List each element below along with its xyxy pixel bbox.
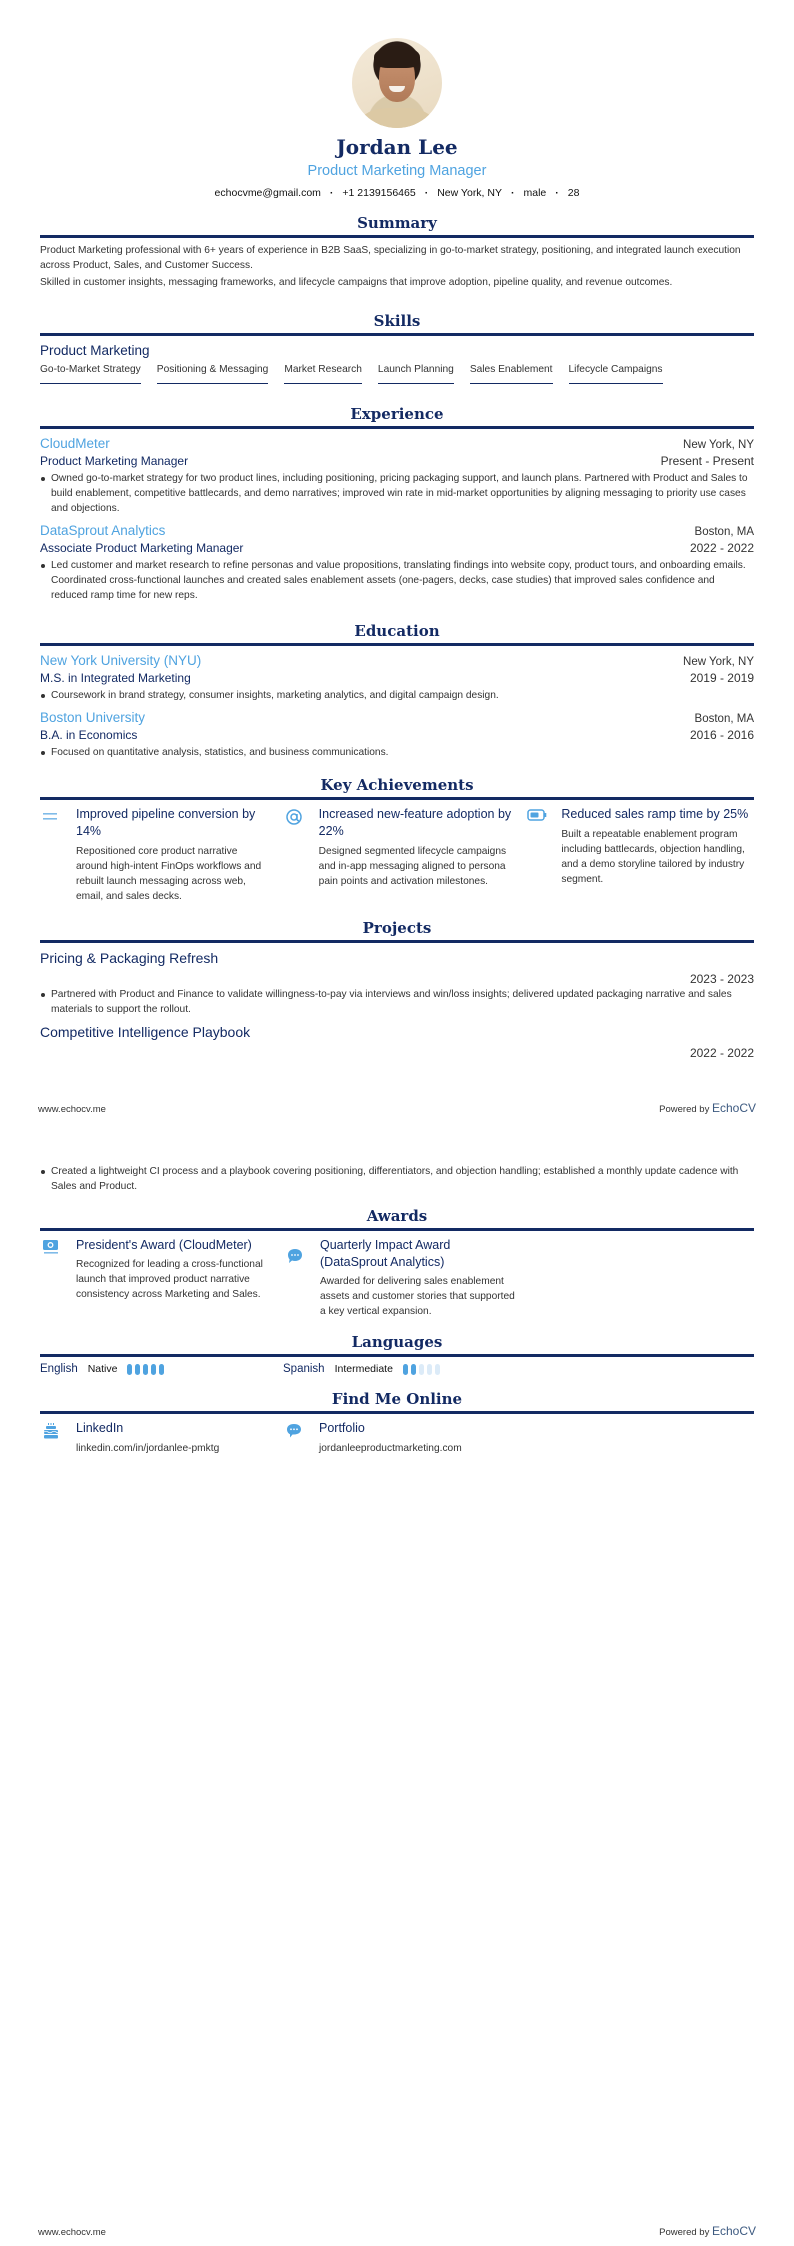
bullet-item: Led customer and market research to refine personas and value propositions, translating findings into website copy, product tours, and onboarding emails. Coordinated cross-functional launches and created sales enablement assets (one-pagers, decks, case studies) that improved sales confidence and reduced ramp time for new reps. [40, 558, 754, 603]
award-description: Recognized for leading a cross-functional launch that improved product narrative consistency across Marketing and Sales. [76, 1259, 263, 1300]
section-title-projects: Projects [40, 918, 754, 943]
entry-header [40, 652, 754, 670]
language-item [283, 1363, 526, 1375]
language-name: Spanish [283, 1363, 325, 1375]
footer-brand[interactable]: EchoCV [711, 1101, 756, 1115]
experience-section [40, 404, 754, 603]
rating-dot-filled [159, 1364, 164, 1375]
achievement-description: Repositioned core product narrative around high-intent FinOps workflows and rebuilt launch messaging across web, email, and sales decks. [76, 846, 262, 902]
separator-dot: · [329, 187, 334, 199]
job-dates: Present - Present [660, 454, 754, 468]
school-name: New York University (NYU) [40, 653, 202, 668]
award-title: President's Award (CloudMeter) [76, 1238, 252, 1252]
bullet-list [40, 745, 754, 760]
skill-item: Market Research [284, 363, 362, 384]
contact-line [0, 186, 794, 200]
achievements-grid [40, 806, 754, 904]
education-dates: 2019 - 2019 [689, 671, 754, 685]
achievement-item [40, 806, 269, 904]
language-item [40, 1363, 283, 1375]
avatar [352, 38, 442, 128]
award-item [284, 1237, 516, 1319]
cake-icon [40, 1420, 76, 1456]
candidate-name: Jordan Lee [336, 135, 458, 159]
skill-item: Launch Planning [378, 363, 454, 384]
projects-section [40, 918, 754, 1060]
project-title: Pricing & Packaging Refresh [40, 950, 219, 966]
rating-dot-filled [403, 1364, 408, 1375]
contact-phone[interactable]: +1 2139156465 [342, 187, 416, 199]
online-links [40, 1420, 754, 1456]
company-location: New York, NY [683, 439, 754, 451]
award-description: Awarded for delivering sales enablement assets and customer stories that supported a key vertical expansion. [320, 1276, 515, 1317]
achievement-title: Improved pipeline conversion by 14% [76, 807, 256, 838]
separator-dot: · [424, 187, 429, 199]
bullet-item: Partnered with Product and Finance to validate willingness-to-pay via interviews and win/loss insights; delivered updated packaging narrative and sales materials to support the rollout. [40, 987, 754, 1017]
education-entry [40, 652, 754, 703]
section-title-achievements: Key Achievements [40, 775, 754, 800]
languages-list [40, 1363, 754, 1375]
achievement-description: Built a repeatable enablement program including battlecards, objection handling, and a demo storyline tailored by industry segment. [561, 829, 745, 885]
rating-dot-filled [411, 1364, 416, 1375]
job-dates: 2022 - 2022 [689, 541, 754, 555]
summary-section [40, 213, 754, 290]
rating-dot-filled [151, 1364, 156, 1375]
education-section [40, 621, 754, 760]
project-entry [40, 949, 754, 1017]
company-location: Boston, MA [694, 526, 754, 538]
bullet-item: Coursework in brand strategy, consumer insights, marketing analytics, and digital campaign design. [40, 688, 754, 703]
degree: B.A. in Economics [40, 728, 138, 742]
entry-header [40, 435, 754, 453]
footer-brand[interactable]: EchoCV [711, 2224, 756, 2238]
avatar-shirt [362, 108, 432, 128]
section-title-education: Education [40, 621, 754, 646]
achievement-item [283, 806, 512, 904]
rating-dot-empty [435, 1364, 440, 1375]
achievement-title: Increased new-feature adoption by 22% [318, 807, 512, 838]
bullet-item: Owned go-to-market strategy for two product lines, including positioning, pricing packaging support, and launch plans. Partnered with Product and Sales to build enablement, competitive battlecards, and demo narratives; improved win rate in mid-market opportunities by aligning messaging to priority use cases and objections. [40, 471, 754, 516]
page-footer [38, 2224, 756, 2238]
bullet-list [40, 471, 754, 516]
school-name: Boston University [40, 710, 146, 725]
language-level: Native [87, 1363, 118, 1375]
rating-dot-filled [135, 1364, 140, 1375]
footer-powered-by [659, 2224, 756, 2238]
contact-email[interactable]: echocvme@gmail.com [214, 187, 321, 199]
online-item-portfolio[interactable] [283, 1420, 526, 1456]
skills-list [40, 363, 754, 384]
achievement-item [525, 806, 754, 904]
section-title-summary: Summary [40, 213, 754, 238]
online-label: LinkedIn [76, 1421, 124, 1435]
avatar-hair [374, 46, 420, 68]
degree: M.S. in Integrated Marketing [40, 671, 191, 685]
separator-dot: · [555, 187, 559, 199]
skill-item: Positioning & Messaging [157, 363, 269, 384]
at-sign-icon [283, 806, 319, 904]
section-title-online: Find Me Online [40, 1389, 754, 1414]
language-name: English [40, 1363, 78, 1375]
company-name: DataSprout Analytics [40, 523, 166, 538]
summary-paragraph: Skilled in customer insights, messaging frameworks, and lifecycle campaigns that improve adoption, pipeline quality, and revenue outcomes. [40, 277, 673, 288]
entry-subheader [40, 670, 754, 687]
awards-section [40, 1206, 754, 1319]
entry-header [40, 522, 754, 540]
skill-item: Go-to-Market Strategy [40, 363, 141, 384]
summary-paragraph: Product Marketing professional with 6+ years of experience in B2B SaaS, specializing in go-to-market strategy, positioning, and integrated launch execution across Product, Sales, and Customer Success. [40, 245, 741, 271]
resume-header [0, 0, 794, 200]
contact-gender: male [523, 187, 547, 199]
candidate-title: Product Marketing Manager [307, 163, 487, 179]
chat-bubble-icon [283, 1420, 319, 1456]
school-location: New York, NY [683, 656, 754, 668]
bullet-list [40, 1164, 754, 1194]
project-dates: 2022 - 2022 [689, 1046, 754, 1060]
rating-dot-filled [143, 1364, 148, 1375]
footer-site-link[interactable]: www.echocv.me [38, 1104, 106, 1115]
project-entry [40, 1023, 754, 1060]
page-footer [38, 1101, 756, 1115]
skill-item: Lifecycle Campaigns [569, 363, 663, 384]
online-section [40, 1389, 754, 1456]
language-rating [127, 1364, 164, 1375]
skill-item: Sales Enablement [470, 363, 553, 384]
entry-subheader [40, 540, 754, 557]
contact-age: 28 [567, 187, 580, 199]
language-level: Intermediate [334, 1363, 393, 1375]
rating-dot-empty [419, 1364, 424, 1375]
entry-subheader [40, 727, 754, 744]
education-entry [40, 709, 754, 760]
entry-subheader [40, 453, 754, 470]
skill-category: Product Marketing [40, 343, 150, 358]
project-dates-row [40, 972, 754, 986]
money-icon [40, 1237, 76, 1319]
online-url[interactable]: jordanleeproductmarketing.com [319, 1443, 462, 1454]
achievement-description: Designed segmented lifecycle campaigns and in-app messaging aligned to persona pain points and activation milestones. [318, 846, 507, 887]
project-dates-row [40, 1046, 754, 1060]
rating-dot-empty [427, 1364, 432, 1375]
battery-icon [525, 806, 561, 904]
bullet-list [40, 558, 754, 603]
bullet-list [40, 688, 754, 703]
award-item [40, 1237, 272, 1319]
bullet-list [40, 987, 754, 1017]
separator-dot: · [510, 187, 515, 199]
contact-location: New York, NY [437, 187, 502, 199]
resume-page-2 [0, 1123, 794, 2246]
school-location: Boston, MA [694, 713, 754, 725]
languages-section [40, 1332, 754, 1375]
achievements-section [40, 775, 754, 904]
company-name: CloudMeter [40, 436, 110, 451]
footer-site-link[interactable]: www.echocv.me [38, 2227, 106, 2238]
education-dates: 2016 - 2016 [689, 728, 754, 742]
bullet-item: Created a lightweight CI process and a playbook covering positioning, differentiators, and objection handling; established a monthly update cadence with Sales and Product. [40, 1164, 754, 1194]
online-item-linkedin[interactable] [40, 1420, 283, 1456]
entry-header [40, 709, 754, 727]
award-title: Quarterly Impact Award (DataSprout Analytics) [320, 1238, 451, 1269]
section-title-languages: Languages [40, 1332, 754, 1357]
rating-dot-filled [127, 1364, 132, 1375]
section-title-experience: Experience [40, 404, 754, 429]
language-rating [403, 1364, 440, 1375]
online-label: Portfolio [319, 1421, 365, 1435]
online-url[interactable]: linkedin.com/in/jordanlee-pmktg [76, 1443, 220, 1454]
achievement-title: Reduced sales ramp time by 25% [561, 807, 749, 821]
skills-section [40, 311, 754, 384]
awards-grid [40, 1237, 754, 1319]
experience-entry [40, 522, 754, 603]
section-title-awards: Awards [40, 1206, 754, 1231]
experience-entry [40, 435, 754, 516]
footer-powered-by [659, 1101, 756, 1115]
powered-by-label: Powered by [659, 1104, 710, 1115]
section-title-skills: Skills [40, 311, 754, 336]
project-dates: 2023 - 2023 [689, 972, 754, 986]
job-role: Associate Product Marketing Manager [40, 541, 244, 555]
project-title: Competitive Intelligence Playbook [40, 1024, 251, 1040]
bullet-item: Focused on quantitative analysis, statistics, and business communications. [40, 745, 754, 760]
job-role: Product Marketing Manager [40, 454, 189, 468]
powered-by-label: Powered by [659, 2227, 710, 2238]
bars-icon [40, 806, 76, 904]
chat-bubble-icon [284, 1237, 320, 1319]
